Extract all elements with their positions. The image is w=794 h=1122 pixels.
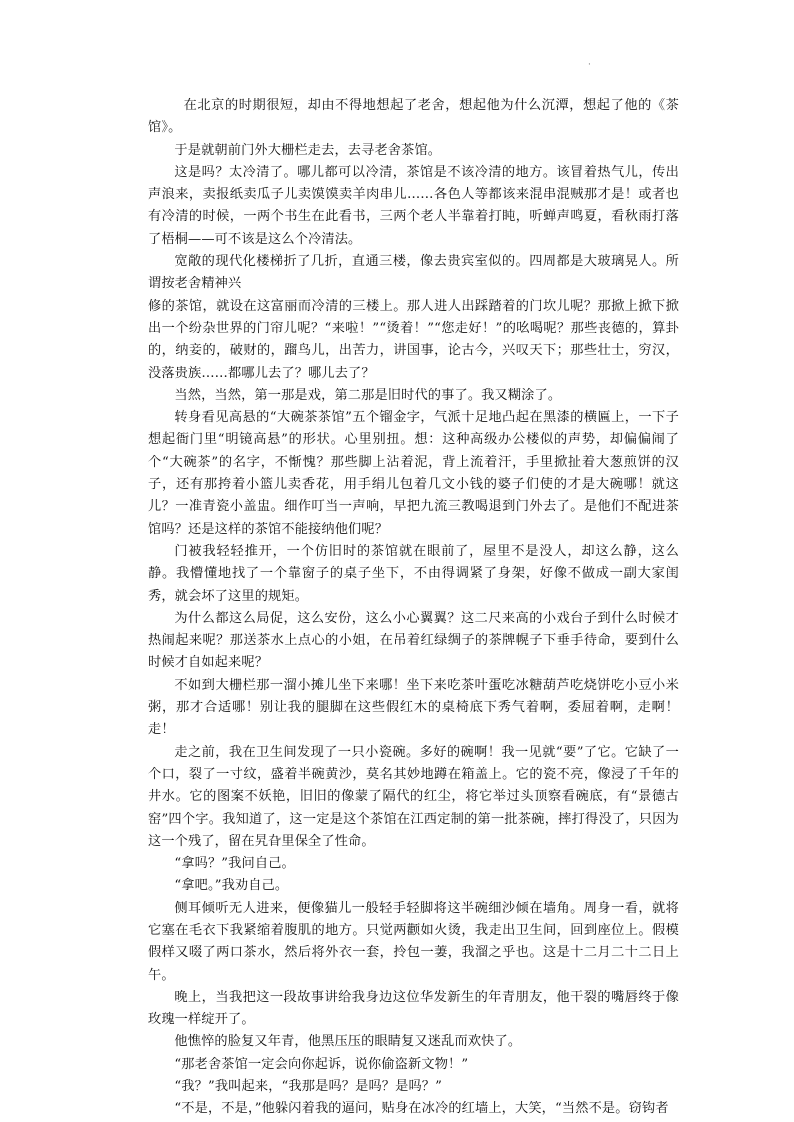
paragraph-6: 当然，当然，第一那是戏，第二那是旧时代的事了。我又糊涂了。: [174, 387, 562, 403]
paragraph-17: “那老舍茶馆一定会向你起诉，说你偷盗新文物！”: [174, 1056, 469, 1072]
paragraph-8: 门被我轻轻推开，一个仿旧时的茶馆就在眼前了，屋里不是没人，却这么静，这么静。我懵懂地找了一个靠窗子的桌子坐下，不由得调紧了身架，好像不做成一副大家闺秀，就会坏了这里的规矩。: [148, 543, 679, 604]
paragraph-11: 走之前，我在卫生间发现了一只小瓷碗。多好的碗啊！我一见就“要”了它。它缺了一个口，裂了一寸纹，盛着半碗黄沙，莫名其妙地蹲在箱盖上。它的瓷不亮，像浸了千年的井水。它的图案不妖艳，旧旧的像蒙了隔代的红尘，将它举过头顶察看碗底，有“景德古窑”四个字。我知道了，这一定是这个茶馆在江西定制的第一批茶碗，摔打得没了，只因为这一个残了，留在旯旮里保全了性命。: [148, 744, 679, 849]
article-body: [148, 95, 679, 1121]
page-mark: ·: [588, 60, 591, 70]
paragraph-4: 宽敞的现代化楼梯折了几折，直通三楼，像去贵宾室似的。四周都是大玻璃晃人。所谓按老舍精神兴: [148, 254, 679, 292]
paragraph-18: “我？”我叫起来，“我那是吗？是吗？是吗？”: [174, 1079, 443, 1095]
paragraph-14: 侧耳倾听无人进来，便像猫儿一般轻手轻脚将这半碗细沙倾在墙角。周身一看，就将它塞在毛衣下我紧缩着腹肌的地方。只觉两颧如火烫，我走出卫生间，回到座位上。假模假样又啜了两口茶水，然后将外衣一套，拎包一萋，我溜之乎也。这是十二月二十二日上午。: [148, 900, 679, 983]
paragraph-7: 转身看见高悬的“大碗茶茶馆”五个镏金字，气派十足地凸起在黑漆的横匾上，一下子想起衙门里“明镜高悬”的形状。心里别扭。想：这种高级办公楼似的声势，却偏偏闹了个“大碗茶”的名字，不惭愧？那些脚上沾着泥，背上流着汗，手里掀扯着大葱煎饼的汉子，还有那挎着小篮儿卖香花，用手绢儿包着几文小钱的婆子们使的才是大碗哪！就这儿？一准青瓷小盖盅。细作叮当一声响，早把九流三教喝退到门外去了。是他们不配进茶馆吗？还是这样的茶馆不能接纳他们呢？: [148, 410, 679, 537]
paragraph-19: “不是，不是，”他躲闪着我的逼问，贴身在冰冷的红墙上，大笑，“当然不是。窃钩者: [174, 1101, 669, 1117]
paragraph-10: 不如到大栅栏那一溜小摊儿坐下来哪！坐下来吃茶叶蛋吃冰糖葫芦吃烧饼吃小豆小米粥，那才合适哪！别让我的腿脚在这些假红木的桌椅底下秀气着啊，委屈着啊，走啊！走！: [148, 677, 679, 738]
paragraph-3: 这是吗？太冷清了。哪儿都可以冷清，茶馆是不该冷清的地方。该冒着热气儿，传出声浪来，卖报纸卖瓜子儿卖馍馍卖羊肉串儿……各色人等都该来混串混贼那才是！或者也有冷清的时候，一两个书生在此看书，三两个老人半靠着打盹，听蝉声鸣夏，看秋雨打落了梧桐——可不该是这么个冷清法。: [148, 164, 679, 247]
paragraph-9: 为什么都这么局促，这么安份，这么小心翼翼？这二尺来高的小戏台子到什么时候才热闹起来呢？那送茶水上点心的小姐，在吊着红绿绸子的茶牌幌子下垂手待命，要到什么时候才自如起来呢？: [148, 610, 679, 671]
paragraph-15: 晚上，当我把这一段故事讲给我身边这位华发新生的年青朋友，他干裂的嘴唇终于像玫瑰一样绽开了。: [148, 989, 679, 1028]
paragraph-16: 他憔悴的脸复又年青，他黑压压的眼睛复又迷乱而欢快了。: [174, 1034, 522, 1050]
paragraph-5: 修的茶馆，就设在这富丽而冷清的三楼上。那人进人出踩踏着的门坎儿呢？那掀上掀下掀出一个纷杂世界的门帘儿呢？“来啦！”“烫着！”“您走好！”的吆喝呢？那些丧德的，算卦的，纳妾的，破财的，蹓鸟儿，出苦力，讲国事，论古今，兴叹天下；那些壮士，穷汉，没落贵族……都哪儿去了？哪儿去了？: [148, 298, 679, 381]
paragraph-2: 于是就朝前门外大栅栏走去，去寻老舍茶馆。: [174, 142, 442, 158]
paragraph-12: “拿吗？”我问自己。: [174, 856, 295, 872]
paragraph-1: 在北京的时期很短，却由不得地想起了老舍，想起他为什么沉潭，想起了他的《茶馆》。: [148, 98, 679, 136]
paragraph-13: “拿吧。”我劝自己。: [174, 878, 289, 894]
